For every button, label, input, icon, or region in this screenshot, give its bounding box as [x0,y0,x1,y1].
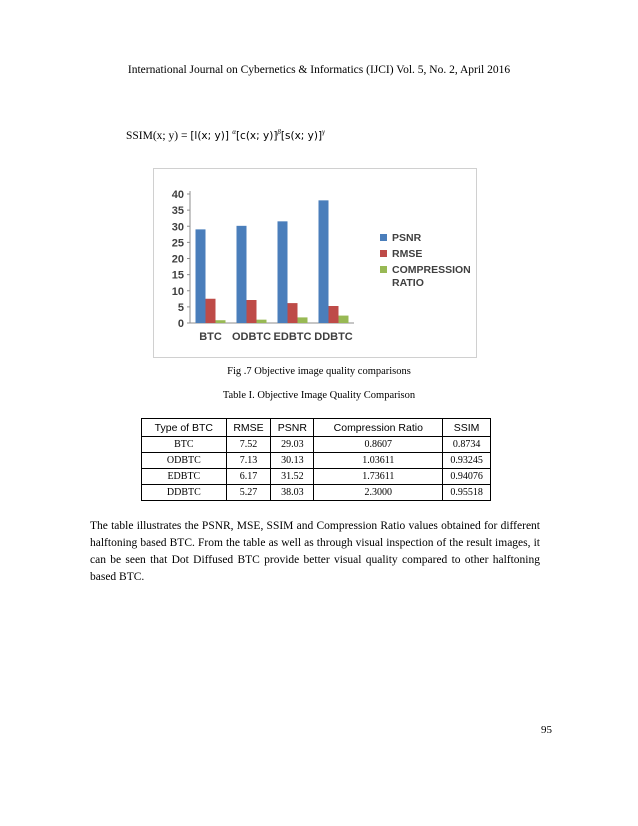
table-cell: 1.03611 [314,453,443,469]
legend-label: COMPRESSION RATIO [392,264,471,289]
formula-lhs: SSIM(x; y) = [126,129,188,142]
bar-psnr-ddbtc [319,200,329,323]
bar-compression-ratio-odbtc [257,320,267,323]
chart-container [153,168,477,358]
column-header-type-of-btc: Type of BTC [142,419,227,437]
table-cell: 5.27 [226,485,271,501]
comparison-table [141,418,491,501]
table-cell: 2.3000 [314,485,443,501]
formula-term-structure: [s(x; y)] [280,129,323,142]
formula-term-contrast: [c(x; y)] [235,129,278,142]
legend-label: RMSE [392,248,423,260]
table-cell: 0.93245 [443,453,491,469]
table-caption: Table I. Objective Image Quality Comparison [222,390,416,401]
table-cell: 0.8734 [443,437,491,453]
x-tick-label: DDBTC [314,331,353,343]
y-tick-label: 20 [171,253,184,266]
table-cell: 31.52 [271,469,314,485]
formula-term-luminance: [l(x; y)] [190,129,233,142]
x-tick-label: ODBTC [231,331,272,343]
bar-rmse-ddbtc [329,306,339,323]
bar-rmse-edbtc [288,303,298,323]
table-row [142,469,491,485]
column-header-psnr: PSNR [271,419,314,437]
legend-swatch [380,234,387,241]
formula-exponent-alpha: α [232,128,236,136]
y-tick-label: 15 [171,269,184,282]
y-tick-label: 5 [177,301,184,314]
legend-swatch [380,250,387,257]
bar-rmse-btc [206,299,216,323]
table-cell: 29.03 [271,437,314,453]
y-tick-label: 10 [171,285,184,298]
x-tick-label: EDBTC [273,331,312,343]
bar-compression-ratio-ddbtc [339,316,349,323]
bar-chart [154,169,476,357]
table-cell: 7.52 [226,437,271,453]
table-cell: 30.13 [271,453,314,469]
table-cell: 1.73611 [314,469,443,485]
column-header-ssim: SSIM [443,419,491,437]
table-cell: 0.95518 [443,485,491,501]
y-tick-label: 30 [171,221,184,234]
table-row [142,485,491,501]
ssim-formula [126,128,325,142]
table-cell: EDBTC [142,469,227,485]
y-tick-label: 0 [177,318,184,330]
table-cell: DDBTC [142,485,227,501]
table-cell: 6.17 [226,469,271,485]
table-cell: 0.94076 [443,469,491,485]
x-tick-label: BTC [199,331,222,343]
table-row [142,437,491,453]
journal-header: International Journal on Cybernetics & Informatics (IJCI) Vol. 5, No. 2, April 2016 [127,64,511,76]
bar-psnr-edbtc [278,221,288,323]
table-cell: 38.03 [271,485,314,501]
bar-psnr-odbtc [237,226,247,323]
body-paragraph: The table illustrates the PSNR, MSE, SSIM and Compression Ratio values obtained for different halftoning based BTC. From the table as well as through visual inspection of the result images, it can be seen that Dot Diffused BTC provide better visual quality compared to other halftoning based BTC. [90,520,540,583]
legend-label: PSNR [392,232,422,244]
bar-rmse-odbtc [247,300,257,323]
page-number: 95 [541,724,552,736]
table-cell: 0.8607 [314,437,443,453]
bar-compression-ratio-btc [216,320,226,323]
table-cell: 7.13 [226,453,271,469]
formula-exponent-gamma: γ [322,128,325,136]
y-tick-label: 35 [171,205,184,218]
y-tick-label: 40 [171,189,184,201]
table-cell: ODBTC [142,453,227,469]
column-header-rmse: RMSE [226,419,271,437]
table-cell: BTC [142,437,227,453]
figure-caption: Fig .7 Objective image quality comparisons [227,366,411,377]
legend-swatch [380,266,387,273]
table-header-row [142,419,491,437]
table-row [142,453,491,469]
bar-psnr-btc [196,229,206,323]
y-tick-label: 25 [171,237,184,250]
bar-compression-ratio-edbtc [298,317,308,323]
formula-exponent-beta: β [277,128,281,136]
column-header-compression-ratio: Compression Ratio [314,419,443,437]
